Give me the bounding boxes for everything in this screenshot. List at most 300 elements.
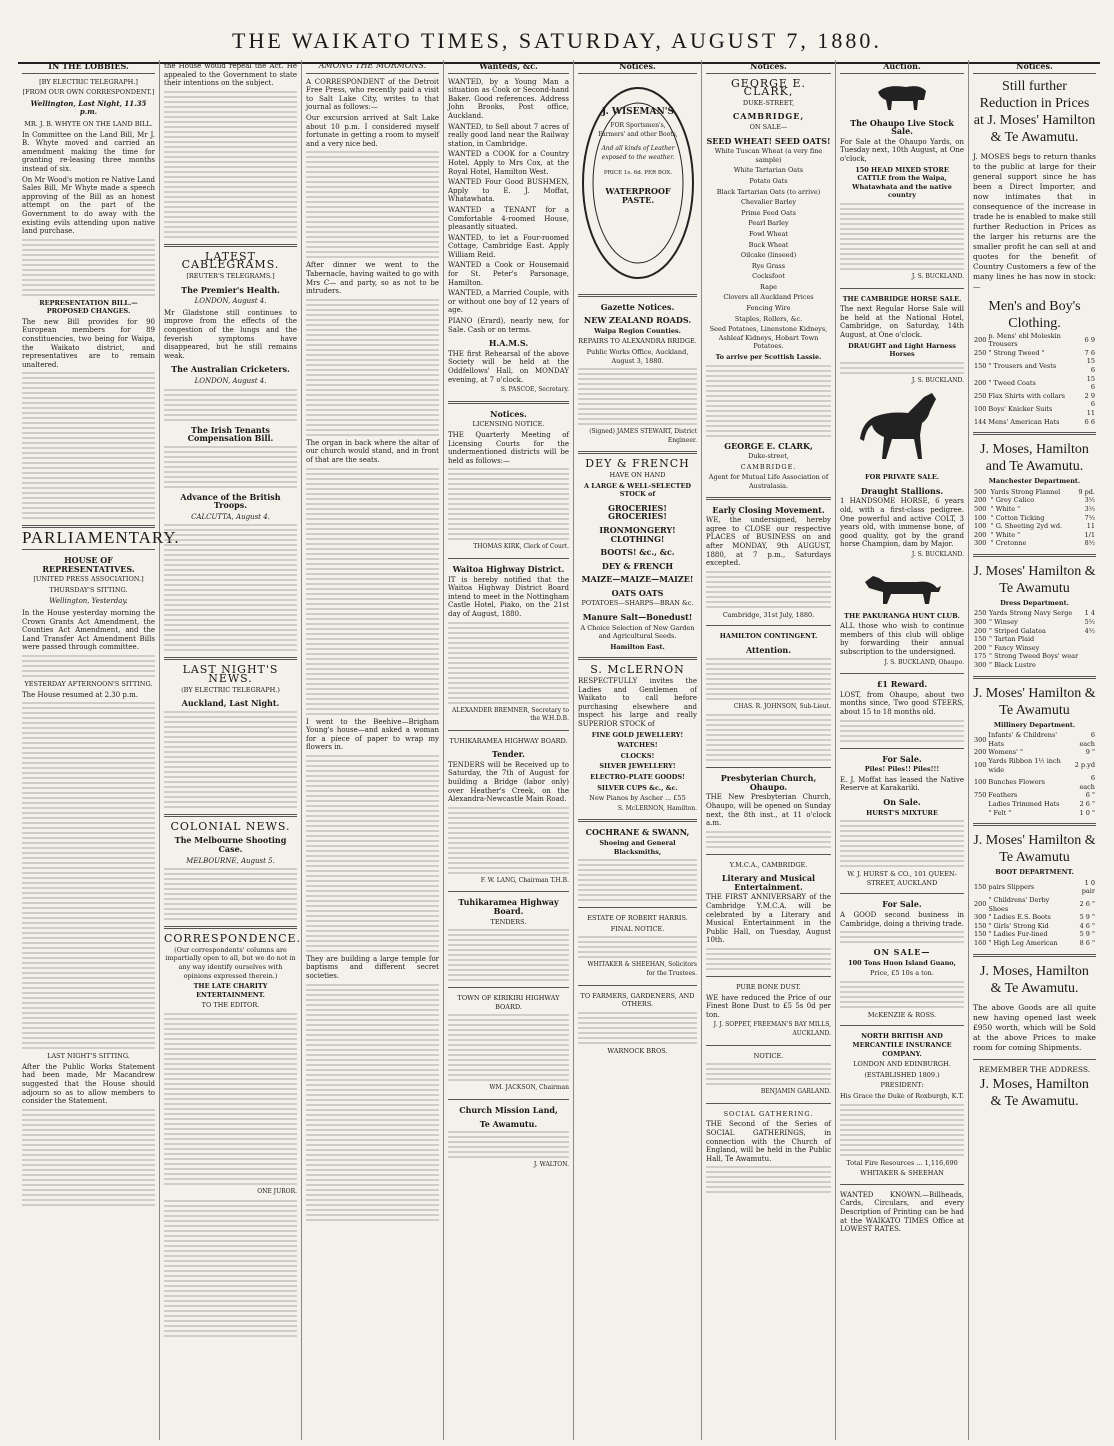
- notice-text: TENDERS will be Received up to Saturday, the 7th of August for building a Bridge (labor only) over Heather's Creek, on the Alexandra-Newcastle Main Road.: [448, 760, 569, 804]
- price-desc: " Trousers and Vests: [988, 361, 1057, 370]
- maize-line: MAIZE—MAIZE—MAIZE!: [581, 574, 694, 585]
- price-row: [973, 505, 1096, 514]
- irish-heading: The Irish Tenants Compensation Bill.: [187, 424, 274, 444]
- text-fill: [840, 362, 964, 374]
- afternoon-heading: YESTERDAY AFTERNOON'S SITTING.: [24, 679, 153, 688]
- section-rule: [973, 432, 1096, 435]
- private-sale-heading: FOR PRIVATE SALE.: [864, 473, 940, 482]
- press-note: [UNITED PRESS ASSOCIATION.]: [33, 575, 144, 584]
- article-paragraph: After the Public Works Statement had been made, Mr Macandrew suggested that the House should adjourn so as to allow members to consider the Statement.: [22, 1062, 155, 1106]
- section-rule: [973, 554, 1096, 557]
- price-desc: " Felt ": [988, 808, 1012, 817]
- price-qty: 200: [974, 496, 987, 505]
- price-desc: " Ladies E.S. Boots: [988, 913, 1051, 922]
- price-qty: 150: [974, 930, 987, 939]
- reduction-text: Still further Reduction in Prices at J. Moses' Hamilton & Te Awamutu.: [973, 78, 1096, 145]
- price-qty: 100: [974, 513, 987, 522]
- mclernon-signoff: S. McLERNON, Hamilton.: [617, 804, 697, 812]
- stallions-heading: Draught Stallions.: [860, 485, 944, 496]
- price-qty: 250: [974, 348, 987, 357]
- millinery-heading: Millinery Department.: [993, 720, 1076, 729]
- insurance-established: (ESTABLISHED 1809.): [864, 1070, 940, 1079]
- price-qty: 250: [974, 609, 987, 618]
- cattle-illustration: [872, 78, 932, 114]
- price-price: 3½: [1084, 504, 1095, 513]
- auction-text: LOST, from Ohaupo, about two months since, Two good STEERS, about 15 to 18 months old.: [840, 690, 964, 716]
- price-row: [973, 939, 1096, 948]
- price-price: 5½: [1084, 618, 1095, 627]
- manchester-heading: Manchester Department.: [988, 477, 1081, 486]
- text-fill: [706, 1063, 831, 1085]
- representation-subhead: REPRESENTATION BILL.—PROPOSED CHANGES.: [39, 298, 138, 316]
- licensing-signoff: THOMAS KIRK, Clerk of Court.: [473, 543, 569, 551]
- for-sale-heading-2: For Sale.: [882, 899, 922, 910]
- section-rule: [448, 730, 569, 731]
- price-qty: 160: [974, 938, 987, 947]
- price-price: 4 6 ": [1079, 921, 1095, 930]
- price-desc: " Winsey: [989, 618, 1018, 627]
- column-1: [18, 60, 180, 1440]
- seed-list: [706, 147, 831, 351]
- wiseman-tagline-2: And all kinds of Leather exposed to the weather.: [601, 145, 675, 161]
- text-fill: [840, 820, 964, 867]
- dey-french-name: DEY & FRENCH: [585, 457, 690, 471]
- price-qty: 300: [974, 661, 987, 670]
- price-row: [973, 757, 1096, 774]
- price-price: 6 6: [1084, 417, 1095, 426]
- price-qty: 200: [974, 335, 987, 344]
- clark-street: DUKE-STREET,: [742, 98, 795, 107]
- notice-text: THE Second of the Series of SOCIAL GATHERINGS, in connection with the Church of England, will be held in the Public Hall, Te Awamutu.: [706, 1120, 831, 1163]
- classified-ad: WANTED a Cook or Housemaid for St. Peter's Parsonage, Hamilton.: [448, 261, 569, 287]
- correspondent-note: [FROM OUR OWN CORRESPONDENT.]: [22, 88, 155, 97]
- text-fill: [706, 831, 831, 848]
- price-row: [973, 618, 1096, 627]
- price-qty: 200: [974, 378, 987, 387]
- text-fill: [22, 372, 155, 519]
- price-qty: 750: [974, 791, 987, 800]
- price-row: [973, 539, 1096, 548]
- buckland-signoff: J. S. BUCKLAND.: [911, 551, 964, 559]
- gazette-heading: Gazette Notices.: [600, 301, 675, 312]
- price-price: 1 0 pair: [1081, 878, 1095, 896]
- price-desc: Yards Strong Navy Serge: [989, 609, 1073, 618]
- insurance-funds: Total Fire Resources ... 1,116,690: [846, 1158, 958, 1167]
- text-fill: [448, 1131, 569, 1158]
- correspondence-note: (Our correspondents' columns are impartially open to all, but we do not in any way identify ourselves with opinions expressed therein.): [165, 945, 296, 980]
- price-price: [1083, 635, 1096, 644]
- pianos-line: New Pianos by Ascher ... £55: [589, 794, 686, 803]
- mens-heading-text: Men's and Boy's Clothing.: [988, 298, 1081, 331]
- wiseman-name: J. WISEMAN'S: [602, 106, 674, 117]
- tender-heading: Tender.: [492, 749, 525, 760]
- harris-heading: ESTATE OF ROBERT HARRIS.: [587, 914, 688, 923]
- price-desc: " Childrens' Derby Shoes: [988, 895, 1050, 913]
- correspondence-heading: CORRESPONDENCE.: [164, 932, 302, 946]
- section-rule: [840, 748, 964, 749]
- remember-line: REMEMBER THE ADDRESS.: [978, 1064, 1091, 1074]
- pwo-dateline: Public Works Office, Auckland, August 3, 1880.: [586, 347, 689, 365]
- article-paragraph: The organ in back where the altar of our church would stand, and in front of that are the seats.: [306, 438, 439, 464]
- section-rule: [448, 1099, 569, 1100]
- piles-heading: Piles! Piles!! Piles!!!: [864, 765, 940, 774]
- price-price: 15 6: [1086, 374, 1095, 392]
- classified-ad: THE first Rehearsal of the above Society will be held at the Oddfellows' Hall, on MONDAY evening, at 7 o'clock.: [448, 349, 569, 384]
- tenders-heading: TENDERS.: [490, 917, 527, 926]
- ohaupo-sale-heading: The Ohaupo Live Stock Sale.: [850, 117, 954, 137]
- price-row: [973, 514, 1096, 523]
- text-fill: [448, 807, 569, 874]
- moses-banner: [973, 563, 1096, 597]
- seeds-line: A Choice Selection of New Garden and Agricultural Seeds.: [580, 623, 695, 641]
- section-rule: [578, 985, 697, 986]
- telegraph-note: (BY ELECTRIC TELEGRAPH.): [181, 685, 280, 694]
- text-fill: [164, 711, 297, 808]
- text-fill: [706, 365, 831, 437]
- moses-banner: [973, 963, 1096, 997]
- last-news-heading: LAST NIGHT'S NEWS.: [182, 663, 279, 686]
- masthead: [0, 0, 1114, 58]
- column-8: [969, 60, 1100, 1440]
- price-desc: " Strong Tweed ": [988, 348, 1045, 357]
- article-paragraph: Our excursion arrived at Salt Lake about 10 p.m. I considered myself fortunate in getting a room to myself and a very nice bed.: [306, 113, 439, 148]
- price-price: 11: [1086, 522, 1095, 531]
- price-qty: 100: [974, 404, 987, 413]
- text-fill: [164, 91, 297, 238]
- final-notice: FINAL NOTICE.: [610, 924, 665, 933]
- price-price: 15 6: [1086, 357, 1095, 374]
- price-row: [973, 809, 1096, 818]
- price-price: 8 6 ": [1079, 938, 1095, 947]
- price-price: 1 0 ": [1079, 808, 1095, 817]
- section-rule: [448, 401, 569, 404]
- notices-heading: Notices.: [578, 60, 697, 74]
- pakuranga-heading: THE PAKURANGA HUNT CLUB.: [844, 611, 960, 620]
- scottish-lassie: To arrive per Scottish Lassie.: [715, 353, 822, 362]
- shoeing-line: Shoeing and General Blacksmiths,: [599, 838, 676, 856]
- moses-banner-text: J. Moses' Hamilton & Te Awamutu: [973, 833, 1096, 866]
- notice-text: WE have reduced the Price of our Finest Bone Dust to £5 5s 0d per ton.: [706, 993, 831, 1019]
- guano-line: 100 Tons Huon Island Guano,: [848, 958, 956, 967]
- mission-heading: Church Mission Land,: [459, 1105, 558, 1115]
- wellington-dateline: Wellington, Yesterday.: [49, 597, 128, 606]
- mutual-life-agent: Agent for Mutual Life Association of Australasia.: [708, 473, 829, 490]
- insurance-president: His Grace the Duke of Roxburgh, K.T.: [840, 1092, 964, 1101]
- electro-line: ELECTRO-PLATE GOODS!: [590, 772, 685, 781]
- silver-line: SILVER JEWELLERY!: [599, 762, 676, 771]
- auction-text: A GOOD second business in Cambridge, doing a thriving trade.: [840, 910, 964, 928]
- dey-french-name-2: DEY & FRENCH: [601, 560, 674, 571]
- text-fill: [164, 446, 297, 488]
- text-fill: [706, 1166, 831, 1193]
- warnock-signoff: WARNOCK BROS.: [607, 1046, 668, 1055]
- bonedust-signoff: J. J. SOPPET, FREEMAN'S BAY MILLS, AUCKLAND.: [713, 1021, 831, 1037]
- shooting-heading: The Melbourne Shooting Case.: [174, 835, 287, 855]
- london-dateline: LONDON, August 4.: [194, 297, 267, 306]
- price-qty: 200: [974, 643, 987, 652]
- auction-text: 1 HANDSOME HORSE, 6 years old, with a first-class pedigree. One powerful and active COLT, 3 years old, with immense bone, of good quality, got by the grand horse Champion, dam by Major.: [840, 497, 964, 549]
- price-row: [973, 879, 1096, 896]
- on-sale-heading: On Sale.: [883, 796, 921, 807]
- price-row: [973, 731, 1096, 748]
- price-qty: 200: [974, 748, 987, 757]
- moses-banner: [973, 685, 1096, 719]
- price-desc: " Tartan Plaid: [989, 635, 1035, 644]
- price-qty: 150: [974, 635, 987, 644]
- bonedust-heading: PURE BONE DUST.: [736, 983, 801, 992]
- draught-line: DRAUGHT and Light Harness Horses: [848, 341, 956, 359]
- notice-signoff: BENJAMIN GARLAND.: [760, 1088, 831, 1096]
- text-fill: [306, 984, 439, 1221]
- text-fill: [448, 468, 569, 540]
- boot-price-list: [973, 879, 1096, 948]
- price-desc: " Ladies Fur-lined: [988, 930, 1048, 939]
- wiseman-price: PRICE 1s. 6d. PER BOX.: [603, 169, 673, 176]
- on-sale-heading-2: ON SALE—: [873, 947, 931, 958]
- price-row: [973, 774, 1096, 791]
- text-fill: [448, 929, 569, 981]
- early-closing-heading: Early Closing Movement.: [712, 504, 825, 515]
- price-desc: " Cretonne: [990, 539, 1027, 548]
- moses-banner: [973, 441, 1096, 475]
- section-rule: [164, 814, 297, 817]
- buckland-signoff: J. S. BUCKLAND.: [911, 272, 964, 280]
- section-rule: [706, 1045, 831, 1046]
- price-price: 2 6 ": [1079, 799, 1095, 808]
- wiseman-product: WATERPROOF PASTE.: [605, 186, 671, 205]
- price-price: 2 9: [1084, 391, 1095, 400]
- nz-roads-heading: NEW ZEALAND ROADS.: [583, 315, 692, 326]
- boot-heading: BOOT DEPARTMENT.: [995, 868, 1074, 877]
- section-rule: [973, 676, 1096, 679]
- moses-banner: [973, 832, 1096, 866]
- price-desc: Feathers: [988, 791, 1018, 800]
- price-desc: pairs Slippers: [988, 883, 1035, 892]
- price-desc: " Grey Calico: [990, 496, 1035, 505]
- classified-ad: WANTED, by a Young Man a situation as Cook or Second-hand Baker. Good references. Address John Brooks, Post office, Auckland.: [448, 77, 569, 120]
- guano-price: Price, £5 10s a ton.: [870, 969, 934, 978]
- classified-ad: PIANO (Erard), nearly new, for Sale. Cash or on terms.: [448, 317, 569, 334]
- guano-signoff: McKENZIE & ROSS.: [867, 1010, 937, 1019]
- kirikiriroa-signoff: WM. JACKSON, Chairman: [489, 1084, 569, 1092]
- text-fill: [164, 389, 297, 421]
- hams-signoff: S. PASCOE, Secretary.: [500, 386, 569, 394]
- article-paragraph: Mr Gladstone still continues to improve from the effects of the congestion of the lungs and the feverish symptoms have disappeared, but he still remains weak.: [164, 308, 297, 360]
- sitting-heading: THURSDAY'S SITTING.: [49, 585, 128, 594]
- printing-notice: WANTED KNOWN.—Billheads, Cards, Circulars, and every Description of Printing can be had at the WAIKATO TIMES Office at LOWEST RATES.: [840, 1190, 964, 1234]
- column-3: [302, 60, 444, 1440]
- manchester-price-list: [973, 488, 1096, 548]
- article-paragraph: The House resumed at 2.30 p.m.: [22, 690, 138, 699]
- price-desc: Bunches Flowers: [988, 778, 1046, 787]
- watches-line: WATCHES!: [617, 741, 658, 750]
- pwo-signoff: (Signed) JAMES STEWART, District Engineer.: [589, 428, 697, 444]
- notice-text: THE New Presbyterian Church, Ohaupo, will be opened on Sunday next, the 8th inst., at 11 o'clock a.m.: [706, 793, 831, 828]
- parliamentary-heading: PARLIAMENTARY.: [22, 528, 180, 548]
- price-price: 1 4: [1084, 609, 1095, 618]
- cambridge-horse-sale: THE CAMBRIDGE HORSE SALE.: [842, 294, 962, 303]
- for-sale-heading: For Sale.: [882, 753, 922, 764]
- price-price: [1083, 644, 1096, 653]
- on-sale-label: ON SALE—: [749, 122, 788, 131]
- article-paragraph: I went to the Beehive—Brigham Young's house—and asked a woman for a piece of paper to wrap my flowers in.: [306, 717, 439, 752]
- classified-ad: WANTED, to Sell about 7 acres of really good land near the Railway station, in Cambridge.: [448, 122, 569, 148]
- reduction-headline: [973, 78, 1096, 146]
- hound-illustration: [857, 564, 947, 608]
- price-qty: 300: [974, 618, 987, 627]
- dey-french-line: A LARGE & WELL-SELECTED STOCK of: [583, 481, 692, 499]
- text-fill: [840, 981, 964, 1008]
- attention-heading: Attention.: [745, 644, 792, 655]
- price-qty: 300: [974, 913, 987, 922]
- price-qty: 100: [974, 522, 987, 531]
- seed-item: White Tartarian Oats: [733, 166, 804, 175]
- clark-name: GEORGE E. CLARK,: [731, 76, 806, 99]
- seed-item: Fencing Wire: [746, 304, 791, 313]
- section-rule: [578, 657, 697, 660]
- seed-item: Chevalier Barley: [740, 198, 797, 207]
- closing-text: The above Goods are all quite new having opened last week £950 worth, which will be Sold at the above Prices to make room for coming Shipments.: [973, 1002, 1096, 1052]
- section-rule: [578, 451, 697, 454]
- mormons-heading: AMONG THE MORMONS.: [306, 60, 439, 74]
- price-price: 6 9: [1084, 335, 1095, 344]
- notices-heading: Notices.: [706, 60, 831, 74]
- buckland-signoff: J. S. BUCKLAND.: [911, 376, 964, 384]
- price-price: 9 ": [1085, 748, 1095, 757]
- millinery-price-list: [973, 731, 1096, 817]
- dey-french-line: HAVE ON HAND: [609, 470, 666, 479]
- cattle-lot: 150 HEAD MIXED STORE CATTLE from the Waipa, Whatawhata and the native country: [852, 165, 952, 200]
- notice-text: WE, the undersigned, hereby agree to CLOSE our respective PLACES of BUSINESS on and after MONDAY, 9th AUGUST, 1880, at 7 p.m., Saturdays excepted.: [706, 516, 831, 568]
- premier-heading: The Premier's Health.: [181, 284, 280, 295]
- text-fill: [840, 720, 964, 742]
- licensing-heading: LICENSING NOTICE.: [472, 420, 545, 429]
- price-row: [973, 791, 1096, 800]
- price-desc: " Tweed Coats: [988, 378, 1036, 387]
- article-paragraph: On Mr Wood's motion re Native Land Sales Bill, Mr Whyte made a speech approving of the Bill as an honest attempt on the part of the Government to do away with the existing evils attending upon native land purchase.: [22, 175, 155, 236]
- moses-banner-text: J. Moses, Hamilton & Te Awamutu.: [980, 963, 1089, 996]
- text-fill: [840, 931, 964, 943]
- price-price: 2 6 ": [1079, 900, 1095, 909]
- section-rule: [22, 549, 155, 550]
- hurst-heading: HURST'S MIXTURE: [866, 808, 938, 817]
- seed-item: Potato Oats: [749, 176, 788, 185]
- section-rule: [706, 854, 831, 855]
- price-row: [973, 400, 1096, 417]
- jewellery-line: FINE GOLD JEWELLERY!: [591, 730, 684, 739]
- moses-banner-text: J. Moses' Hamilton & Te Awamutu: [973, 685, 1096, 718]
- seed-item: Black Tartarian Oats (to arrive): [716, 187, 821, 196]
- groceries-line: GROCERIES! GROCERIES!: [608, 502, 667, 522]
- clark-street-2: Duke-street,: [748, 452, 789, 461]
- mission-signoff: J. WALTON.: [533, 1161, 569, 1169]
- article-paragraph: The new Bill provides for 90 European members for 89 constituencies, two being for Waipa, the Waikato district, and representatives are to remain unaltered.: [22, 317, 155, 369]
- calcutta-dateline: CALCUTTA, August 4.: [191, 512, 270, 521]
- contingent-heading: HAMILTON CONTINGENT.: [719, 632, 818, 641]
- price-price: 6 each: [1079, 731, 1095, 748]
- cricketers-heading: The Australian Cricketers.: [171, 364, 290, 375]
- price-row: [973, 748, 1096, 757]
- price-qty: 300: [974, 539, 987, 548]
- mens-heading: [973, 298, 1096, 332]
- seed-item: Oilcake (linseed): [740, 251, 797, 260]
- article-paragraph: In the House yesterday morning the Crown Grants Act Amendment, the Counties Act Amendment, and the Land Transfer Act Amendment Bills were passed through committee.: [22, 609, 155, 652]
- price-desc: " White ": [990, 504, 1021, 513]
- section-rule: [706, 497, 831, 500]
- price-row: [973, 349, 1096, 358]
- price-desc: p. Mens' ebl Moleskin Trousers: [988, 331, 1061, 349]
- house-heading: HOUSE OF REPRESENTATIVES.: [42, 555, 135, 574]
- lead-subhead: MR. J. B. WHYTE ON THE LAND BILL.: [24, 119, 153, 128]
- price-row: [973, 522, 1096, 531]
- price-price: 3½: [1084, 496, 1095, 505]
- repairs-heading: REPAIRS TO ALEXANDRA BRIDGE.: [578, 337, 697, 346]
- text-fill: [164, 1013, 297, 1185]
- page-columns: [18, 60, 1100, 1440]
- article-paragraph: A CORRESPONDENT of the Detroit Free Press, who recently paid a visit to Salt Lake City, writes to that journal as follows:—: [306, 77, 439, 112]
- mclernon-intro: RESPECTFULLY invites the Ladies and Gentlemen of Waikato to call before purchasing elsewhere and inspect his large and really SUPERIOR STOCK of: [578, 677, 697, 728]
- letter-signoff: ONE JUROR.: [257, 1187, 297, 1195]
- contingent-signoff: CHAS. R. JOHNSON, Sub-Lieut.: [733, 702, 831, 710]
- seed-item: Buck Wheat: [748, 240, 789, 249]
- reuter-note: [REUTER'S TELEGRAMS.]: [186, 271, 275, 280]
- moses-banner-text: J. Moses' Hamilton & Te Awamutu: [973, 563, 1096, 596]
- column-5: [574, 60, 702, 1440]
- classified-ad: WANTED a COOK for a Country Hotel. Apply to Mrs Cox, at the Royal Hotel, Hamilton West.: [448, 150, 569, 176]
- price-row: [973, 332, 1096, 349]
- seed-item: White Tuscan Wheat (a very fine sample): [714, 147, 823, 164]
- cambridge-dateline: Cambridge, 31st July, 1880.: [722, 610, 815, 619]
- section-rule: [973, 1059, 1096, 1060]
- section-rule: [578, 294, 697, 297]
- last-night-heading: LAST NIGHT'S SITTING.: [47, 1052, 130, 1061]
- price-desc: " G. Sheeting 2yd wd.: [990, 522, 1063, 531]
- farmers-heading: TO FARMERS, GARDENERS, AND OTHERS.: [580, 991, 695, 1009]
- text-fill: [164, 868, 297, 920]
- price-row: [973, 496, 1096, 505]
- column-4: [444, 60, 574, 1440]
- seed-item: Staples, Rollers, &c.: [734, 314, 803, 323]
- oats-line: OATS OATS: [611, 587, 664, 598]
- lobbies-heading: IN THE LOBBIES.: [22, 60, 155, 74]
- manure-line: Manure Salt—Bonedust!: [582, 612, 693, 623]
- price-qty: 500: [974, 487, 987, 496]
- kirikiriroa-heading: TOWN OF KIRIKIRI HIGHWAY BOARD.: [457, 994, 560, 1011]
- text-fill: [578, 368, 697, 425]
- price-row: [973, 392, 1096, 401]
- article-paragraph: They are building a large temple for baptisms and different secret societies.: [306, 954, 439, 981]
- mclernon-name: S. McLERNON: [590, 663, 685, 677]
- price-desc: " White ": [990, 530, 1021, 539]
- classified-ad: WANTED a TENANT for a Comfortable 4-roomed House, pleasantly situated.: [448, 205, 569, 232]
- text-fill: [306, 151, 439, 258]
- ironmongery-line: IRONMONGERY! CLOTHING!: [599, 524, 676, 544]
- text-fill: [164, 1200, 297, 1337]
- buckland-signoff: J. S. BUCKLAND, Ohaupo.: [884, 658, 964, 666]
- text-fill: [840, 203, 964, 270]
- notice-text: THE FIRST ANNIVERSARY of the Cambridge Y.M.C.A. will be celebrated by a Literary and Musical Entertainment in the Public Hall, on Tuesday, August 10th.: [706, 893, 831, 945]
- wiseman-tagline: FOR Sportsmen's, Farmers' and other Boots,: [598, 122, 678, 138]
- charity-heading: THE LATE CHARITY ENTERTAINMENT.: [193, 982, 268, 999]
- cablegrams-heading: LATEST CABLEGRAMS.: [181, 249, 280, 272]
- section-rule: [578, 907, 697, 908]
- price-qty: 175: [974, 652, 987, 661]
- section-rule: [164, 926, 297, 929]
- price-row: [973, 488, 1096, 497]
- auction-text: E. J. Moffat has leased the Native Reserve at Karakariki.: [840, 775, 964, 793]
- text-fill: [448, 622, 569, 704]
- section-rule: [840, 673, 964, 674]
